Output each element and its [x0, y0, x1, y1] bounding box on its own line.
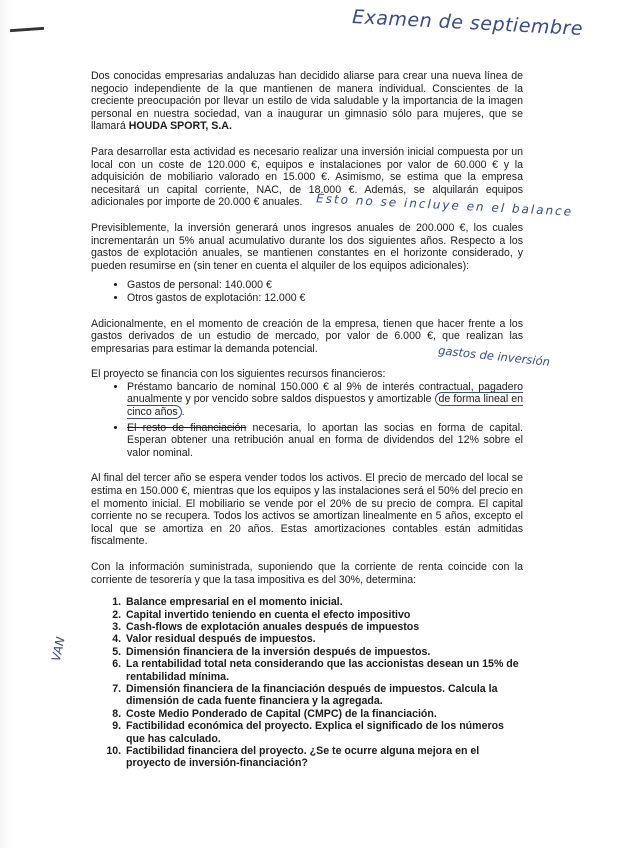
investment-paragraph: Para desarrollar esta actividad es necesario realizar una inversión inicial compuesta por un local con un coste de 120.000 €, equipos e instalaciones por valor de 60.000 € y la adquisición de mobiliario valorado en 15.000 €. Asimismo, se estima que la empresa necesitará un capital corriente, NAC, de 18.000 €. Además, se alquilarán equipos adicionales por importe de 20.000 € anuales. [91, 145, 523, 209]
question-item: 9. Factibilidad económica del proyecto. Explica el significado de los números que has calculado. [124, 720, 523, 745]
intro-text: Dos conocidas empresarias andaluzas han decidido aliarse para crear una nueva línea de negocio independiente de la que mantienen de manera individual. Conscientes de la creciente preocupación por llevar un estilo de vida saludable y la importancia de la imagen personal en nuestra sociedad, van a inaugurar un gimnasio sólo para mujeres, que se llamará [91, 70, 523, 133]
intro-paragraph [91, 70, 523, 133]
sale-paragraph: Al final del tercer año se espera vender todos los activos. El precio de mercado del local se estima en 150.000 €, mientras que los equipos y las instalaciones será el 50% del precio en el momento inicial. El mobiliario se vende por el 20% de su precio de compra. El capital corriente no se recupera. Todos los activos se amortizan linealmente en 5 años, excepto el local que se amortiza en 20 años. Estas amortizaciones contables están admitidas fiscalmente. [91, 472, 523, 548]
handwritten-note-gastos: gastos de inversión [437, 343, 551, 369]
loan-text: Préstamo bancario de nominal 150.000 € al 9% de interés contractual, pagadero anualmente y por vencido sobre saldos dispuestos y amortizable [127, 380, 523, 406]
struck-text: El resto de financiación [127, 421, 247, 434]
question-item: 7. Dimensión financiera de la financiación después de impuestos. Calcula la dimensión de cada fuente financiera y la agregada. [124, 683, 523, 708]
circled-text: de forma lineal en cinco años [127, 393, 523, 419]
company-name: HOUDA SPORT, S.A. [128, 120, 232, 133]
equity-text: necesaria, lo aportan las socias en forma de capital. Esperan obtener una retribución anual en forma de dividendos del 12% sobre el valor nominal. [127, 421, 523, 459]
loan-text-end: . [181, 406, 185, 419]
document-body [91, 70, 523, 770]
handwritten-title: Examen de septiembre [351, 5, 584, 41]
list-item [127, 422, 523, 460]
question-item: 2. Capital invertido teniendo en cuenta el efecto impositivo [124, 609, 523, 621]
question-item: 10. Factibilidad financiera del proyecto. ¿Se te ocurre alguna mejora en el proyecto de inversión-financiación? [124, 745, 523, 770]
question-item: 5. Dimensión financiera de la inversión después de impuestos. [124, 646, 523, 658]
list-item: • Otros gastos de explotación: 12.000 € [127, 292, 523, 305]
financing-intro: El proyecto se financia con los siguientes recursos financieros: [91, 368, 386, 381]
question-item: 6. La rentabilidad total neta considerando que las accionistas desean un 15% de rentabilidad mínima. [124, 658, 523, 683]
handwritten-note-local: Esto no se incluye en el balance [315, 191, 574, 219]
list-item [127, 381, 523, 419]
handwritten-margin-mark: VAN [48, 635, 68, 663]
handwritten-dash [10, 27, 44, 32]
expenses-list [91, 279, 523, 304]
question-item: 8. Coste Medio Ponderado de Capital (CMPC) de la financiación. [124, 708, 523, 720]
financing-list [91, 381, 523, 460]
question-item: 1. Balance empresarial en el momento inicial. [124, 596, 523, 608]
list-item: • Gastos de personal: 140.000 € [127, 279, 523, 292]
question-item: 4. Valor residual después de impuestos. [124, 633, 523, 645]
instructions-paragraph: Con la información suministrada, suponiendo que la corriente de renta coincide con la corriente de tesorería y que la tasa impositiva es del 30%, determina: [91, 561, 523, 586]
market-study-paragraph: Adicionalmente, en el momento de creación de la empresa, tienen que hacer frente a los gastos derivados de un estudio de mercado, por valor de 6.000 €, que realizan las empresarias para estimar la demanda potencial. [91, 317, 523, 355]
revenue-paragraph: Previsiblemente, la inversión generará unos ingresos anuales de 200.000 €, los cuales incrementarán un 5% anual acumulativo durante los dos siguientes años. Respecto a los gastos de explotación anuales, se mantienen constantes en el horizonte considerado, y pueden resumirse en (sin tener en cuenta el alquiler de los equipos adicionales): [91, 221, 523, 272]
questions-list [91, 596, 523, 770]
question-item: 3. Cash-flows de explotación anuales después de impuestos [124, 621, 523, 633]
